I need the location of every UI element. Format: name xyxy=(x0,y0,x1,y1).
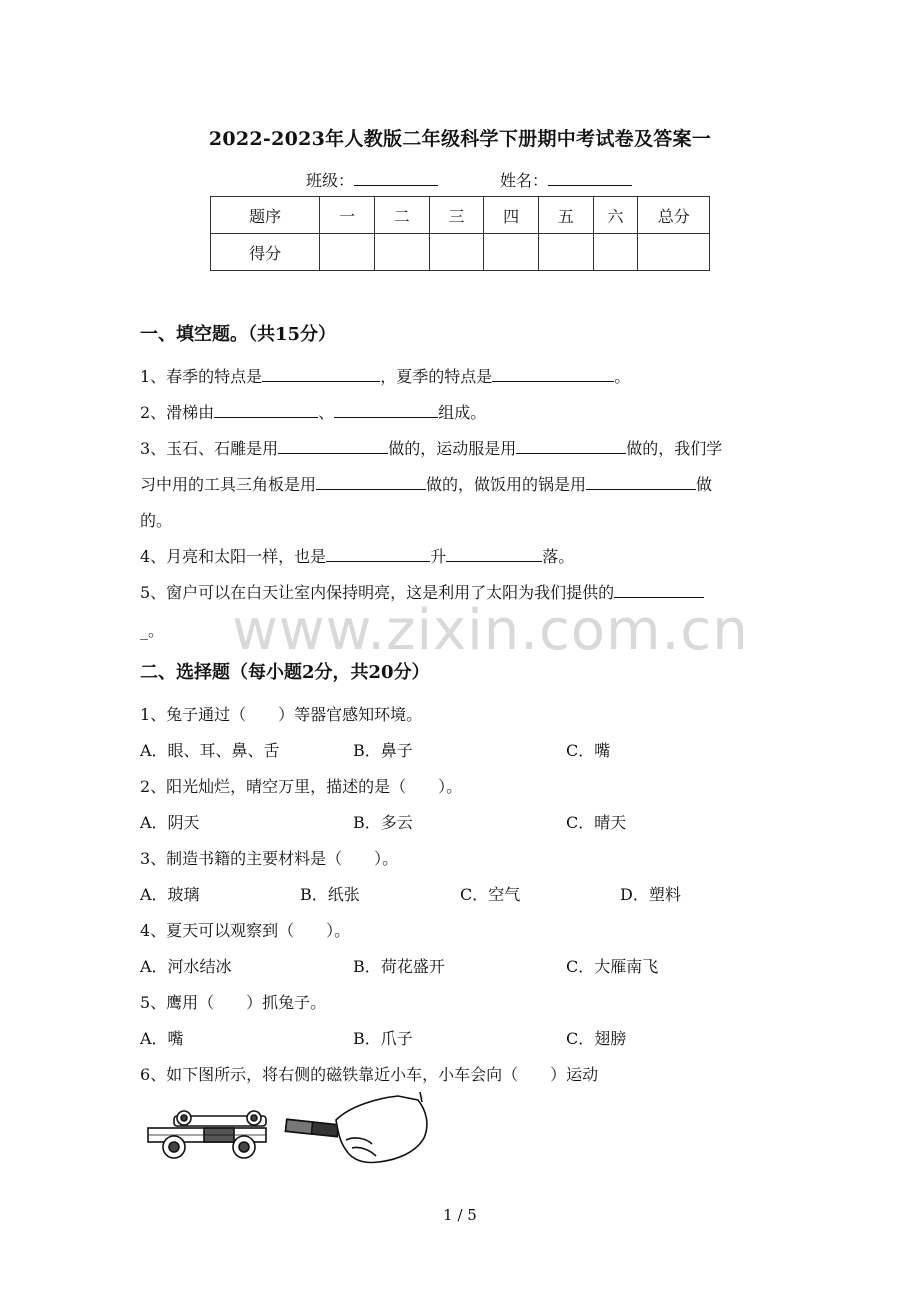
page-number: 1 / 5 xyxy=(443,1206,477,1224)
watermark: www.zixin.com.cn xyxy=(232,598,749,663)
score-cell[interactable] xyxy=(374,234,429,271)
question-text: ，夏季的特点是 xyxy=(380,367,493,386)
question-text: 做的，运动服是用 xyxy=(388,439,517,458)
page-title: 2022-2023年人教版二年级科学下册期中考试卷及答案一 xyxy=(208,128,712,150)
option[interactable]: C．大雁南飞 xyxy=(566,957,659,976)
choice-question-3: 3、制造书籍的主要材料是（ ）。 xyxy=(140,849,399,868)
answer-blank[interactable] xyxy=(278,437,388,454)
table-cell: 三 xyxy=(429,197,484,234)
score-cell[interactable] xyxy=(638,234,710,271)
question-text: 落。 xyxy=(542,547,575,566)
class-blank[interactable] xyxy=(354,169,438,186)
score-cell[interactable] xyxy=(484,234,539,271)
fill-question-3-cont xyxy=(140,472,712,495)
magnet-icon xyxy=(286,1119,339,1136)
option[interactable]: A．玻璃 xyxy=(140,885,200,904)
table-cell: 总分 xyxy=(638,197,710,234)
score-cell[interactable] xyxy=(429,234,484,271)
score-cell[interactable] xyxy=(320,234,375,271)
table-cell: 二 xyxy=(374,197,429,234)
table-cell: 题序 xyxy=(211,197,320,234)
name-blank[interactable] xyxy=(548,169,632,186)
option[interactable]: B．多云 xyxy=(353,813,413,832)
question-text: 组成。 xyxy=(438,403,487,422)
option[interactable]: C．翅膀 xyxy=(566,1029,627,1048)
question-text: 。 xyxy=(614,367,631,386)
hand-icon xyxy=(336,1092,427,1163)
answer-blank[interactable] xyxy=(326,545,430,562)
question-text: 4、月亮和太阳一样，也是 xyxy=(140,547,327,566)
option[interactable]: A．河水结冰 xyxy=(140,957,232,976)
option[interactable]: C．空气 xyxy=(460,885,521,904)
section2-heading: 二、选择题（每小题2分，共20分） xyxy=(140,662,430,683)
option[interactable]: B．荷花盛开 xyxy=(353,957,445,976)
answer-blank[interactable] xyxy=(586,473,696,490)
table-cell: 四 xyxy=(484,197,539,234)
choice-question-1: 1、兔子通过（ ）等器官感知环境。 xyxy=(140,705,423,724)
answer-blank[interactable] xyxy=(446,545,542,562)
question-text: 、 xyxy=(318,403,335,422)
question-text: 升 xyxy=(430,547,447,566)
score-cell[interactable] xyxy=(538,234,593,271)
fill-question-2 xyxy=(140,400,486,423)
table-row xyxy=(211,234,710,271)
score-table xyxy=(210,196,710,271)
option[interactable]: C．嘴 xyxy=(566,741,611,760)
answer-blank[interactable] xyxy=(492,365,614,382)
score-cell[interactable] xyxy=(593,234,638,271)
name-field xyxy=(500,168,632,191)
car-magnet-illustration xyxy=(140,1088,440,1170)
answer-blank[interactable] xyxy=(516,437,626,454)
choice-question-2: 2、阳光灿烂，晴空万里，描述的是（ ）。 xyxy=(140,777,463,796)
answer-blank[interactable] xyxy=(262,365,380,382)
option[interactable]: B．纸张 xyxy=(300,885,360,904)
question-text: 1、春季的特点是 xyxy=(140,367,263,386)
section1-heading: 一、填空题。（共15分） xyxy=(140,324,337,345)
option[interactable]: C．晴天 xyxy=(566,813,627,832)
answer-blank[interactable] xyxy=(316,473,426,490)
option[interactable]: B．鼻子 xyxy=(353,741,413,760)
option[interactable]: A．眼、耳、鼻、舌 xyxy=(140,741,280,760)
fill-question-4 xyxy=(140,544,574,567)
table-cell: 得分 xyxy=(211,234,320,271)
fill-question-1 xyxy=(140,364,630,387)
table-cell: 一 xyxy=(320,197,375,234)
option[interactable]: D．塑料 xyxy=(620,885,681,904)
question-text: 的。 xyxy=(140,511,173,530)
question-text: _。 xyxy=(140,621,165,640)
choice-question-5: 5、鹰用（ ）抓兔子。 xyxy=(140,993,327,1012)
question-text: 3、玉石、石雕是用 xyxy=(140,439,279,458)
table-row xyxy=(211,197,710,234)
option[interactable]: A．嘴 xyxy=(140,1029,184,1048)
table-cell: 五 xyxy=(538,197,593,234)
choice-question-6: 6、如下图所示，将右侧的磁铁靠近小车，小车会向（ ）运动 xyxy=(140,1065,599,1084)
answer-blank[interactable] xyxy=(614,581,704,598)
answer-blank[interactable] xyxy=(214,401,318,418)
fill-question-3 xyxy=(140,436,722,459)
question-text: 2、滑梯由 xyxy=(140,403,215,422)
option[interactable]: A．阴天 xyxy=(140,813,200,832)
name-label: 姓名： xyxy=(500,171,549,190)
question-text: 习中用的工具三角板是用 xyxy=(140,475,317,494)
question-text: 做 xyxy=(696,475,713,494)
question-text: 做的，做饭用的锅是用 xyxy=(426,475,587,494)
question-text: 做的，我们学 xyxy=(626,439,723,458)
class-field xyxy=(306,168,438,191)
answer-blank[interactable] xyxy=(334,401,438,418)
table-cell: 六 xyxy=(593,197,638,234)
question-text: 5、窗户可以在白天让室内保持明亮，这是利用了太阳为我们提供的 xyxy=(140,583,615,602)
class-label: 班级： xyxy=(306,171,355,190)
option[interactable]: B．爪子 xyxy=(353,1029,413,1048)
choice-question-4: 4、夏天可以观察到（ ）。 xyxy=(140,921,351,940)
toy-car-icon xyxy=(148,1111,266,1158)
